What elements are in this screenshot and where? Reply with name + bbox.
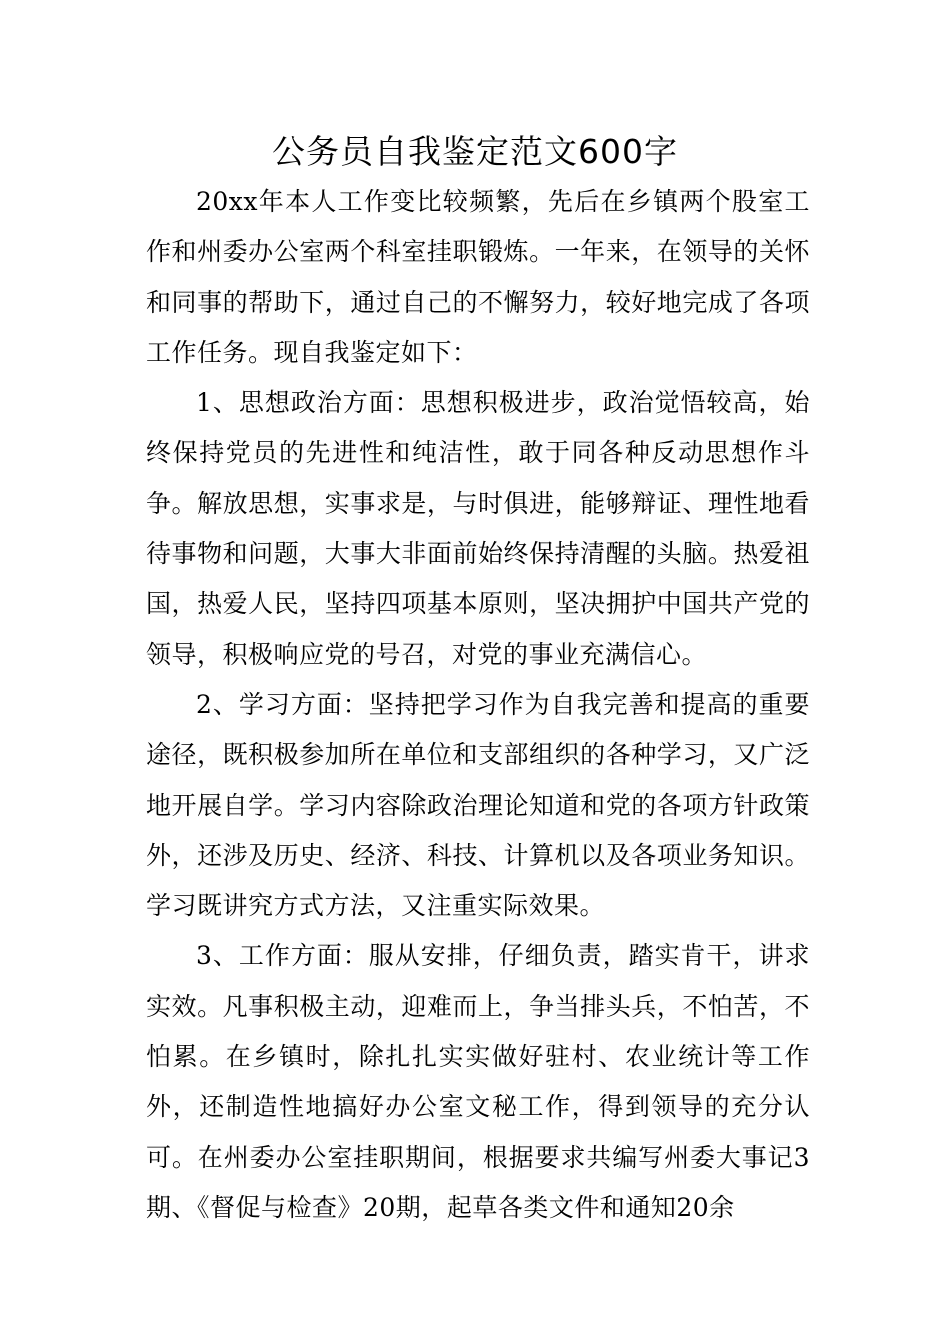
document-title: 公务员自我鉴定范文600字 bbox=[272, 132, 678, 171]
paragraph-intro: 20xx年本人工作变比较频繁，先后在乡镇两个股室工作和州委办公室两个科室挂职锻炼。一年来，在领导的关怀和同事的帮助下，通过自己的不懈努力，较好地完成了各项工作任务。现自我鉴定如下： bbox=[146, 187, 810, 367]
paragraph-study: 2、学习方面：坚持把学习作为自我完善和提高的重要途径，既积极参加所在单位和支部组织的各种学习，又广泛地开展自学。学习内容除政治理论知道和党的各项方针政策外，还涉及历史、经济、科技、计算机以及各项业务知识。学习既讲究方式方法，又注重实际效果。 bbox=[146, 689, 810, 921]
paragraph-political: 1、思想政治方面：思想积极进步，政治觉悟较高，始终保持党员的先进性和纯洁性，敢于同各种反动思想作斗争。解放思想，实事求是，与时俱进，能够辩证、理性地看待事物和问题，大事大非面前始终保持清醒的头脑。热爱祖国，热爱人民，坚持四项基本原则，坚决拥护中国共产党的领导，积极响应党的号召，对党的事业充满信心。 bbox=[146, 388, 810, 669]
document-body bbox=[146, 177, 810, 1233]
paragraph-work: 3、工作方面：服从安排，仔细负责，踏实肯干，讲求实效。凡事积极主动，迎难而上，争当排头兵，不怕苦，不怕累。在乡镇时，除扎扎实实做好驻村、农业统计等工作外，还制造性地搞好办公室文秘工作，得到领导的充分认可。在州委办公室挂职期间，根据要求共编写州委大事记3期、《督促与检查》20期，起草各类文件和通知20余 bbox=[146, 941, 810, 1222]
